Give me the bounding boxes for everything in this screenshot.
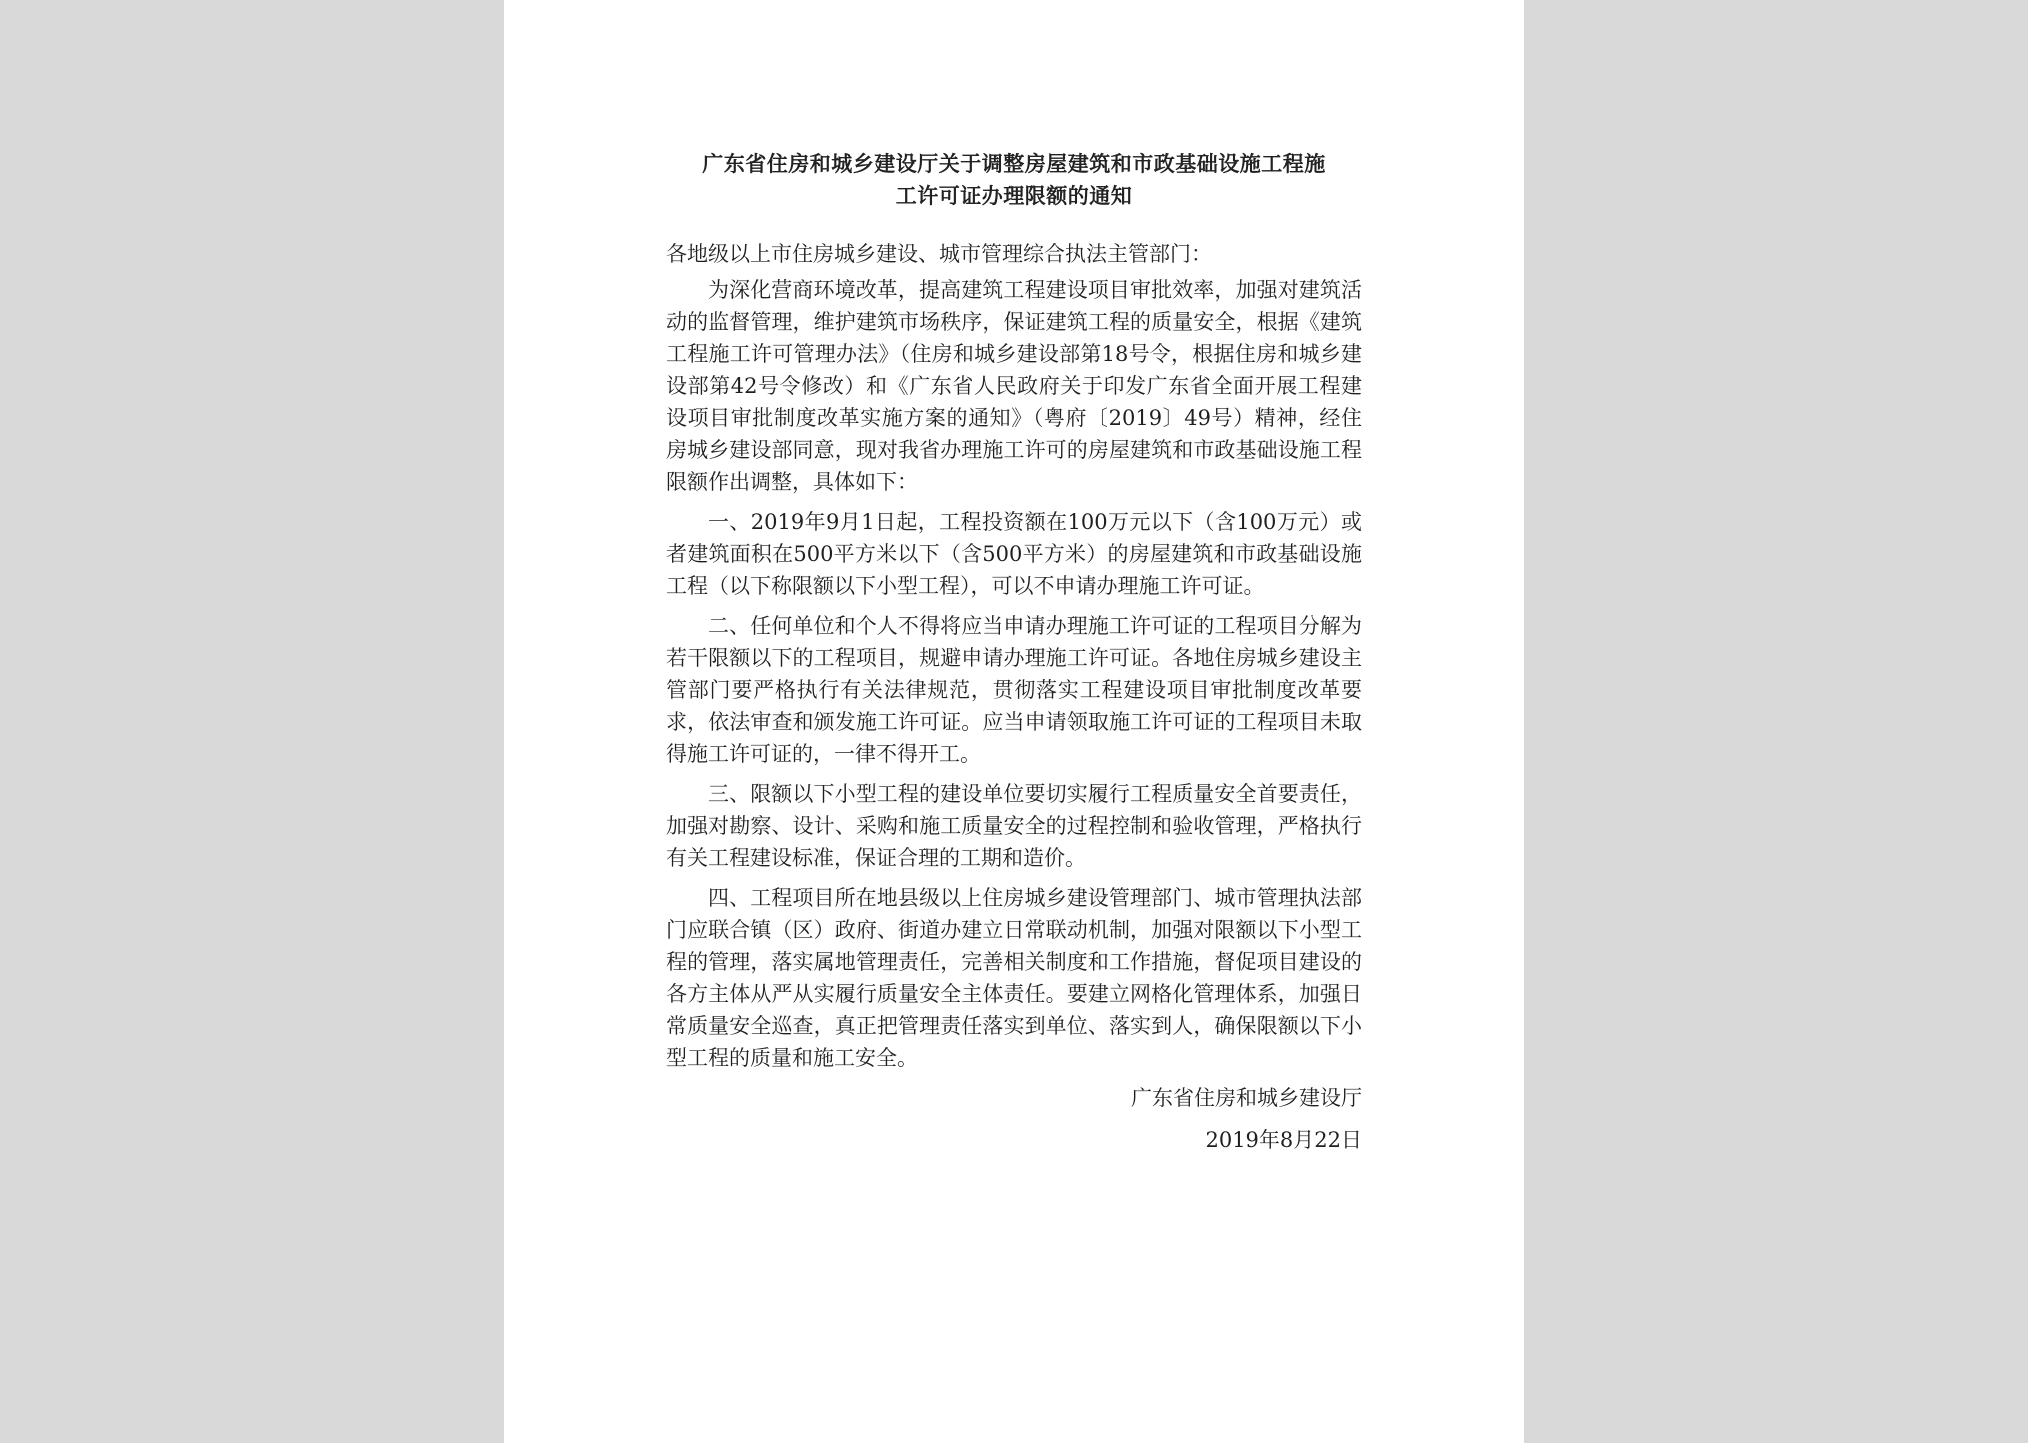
issuer-signature: 广东省住房和城乡建设厅	[1131, 1086, 1362, 1110]
document-page	[504, 0, 1524, 1443]
paragraph-item-3: 三、限额以下小型工程的建设单位要切实履行工程质量安全首要责任，加强对勘察、设计、采购和施工质量安全的过程控制和验收管理，严格执行有关工程建设标准，保证合理的工期和造价。	[666, 782, 1362, 870]
issue-date: 2019年8月22日	[1205, 1128, 1362, 1152]
salutation: 各地级以上市住房城乡建设、城市管理综合执法主管部门：	[666, 242, 1212, 266]
paragraph-item-1: 一、2019年9月1日起，工程投资额在100万元以下（含100万元）或者建筑面积在500平方米以下（含500平方米）的房屋建筑和市政基础设施工程（以下称限额以下小型工程），可以不申请办理施工许可证。	[666, 510, 1362, 598]
title-line-2: 工许可证办理限额的通知	[895, 184, 1133, 208]
title-line-1: 广东省住房和城乡建设厅关于调整房屋建筑和市政基础设施工程施	[702, 152, 1326, 176]
paragraph-intro: 为深化营商环境改革，提高建筑工程建设项目审批效率，加强对建筑活动的监督管理，维护建筑市场秩序，保证建筑工程的质量安全，根据《建筑工程施工许可管理办法》（住房和城乡建设部第18号令，根据住房和城乡建设部第42号令修改）和《广东省人民政府关于印发广东省全面开展工程建设项目审批制度改革实施方案的通知》（粤府〔2019〕49号）精神，经住房城乡建设部同意，现对我省办理施工许可的房屋建筑和市政基础设施工程限额作出调整，具体如下：	[666, 278, 1362, 494]
document-title	[656, 148, 1372, 212]
paragraph-item-4: 四、工程项目所在地县级以上住房城乡建设管理部门、城市管理执法部门应联合镇（区）政府、街道办建立日常联动机制，加强对限额以下小型工程的管理，落实属地管理责任，完善相关制度和工作措施，督促项目建设的各方主体从严从实履行质量安全主体责任。要建立网格化管理体系，加强日常质量安全巡查，真正把管理责任落实到单位、落实到人，确保限额以下小型工程的质量和施工安全。	[666, 886, 1362, 1070]
paragraph-item-2: 二、任何单位和个人不得将应当申请办理施工许可证的工程项目分解为若干限额以下的工程项目，规避申请办理施工许可证。各地住房城乡建设主管部门要严格执行有关法律规范，贯彻落实工程建设项目审批制度改革要求，依法审查和颁发施工许可证。应当申请领取施工许可证的工程项目未取得施工许可证的，一律不得开工。	[666, 614, 1362, 766]
